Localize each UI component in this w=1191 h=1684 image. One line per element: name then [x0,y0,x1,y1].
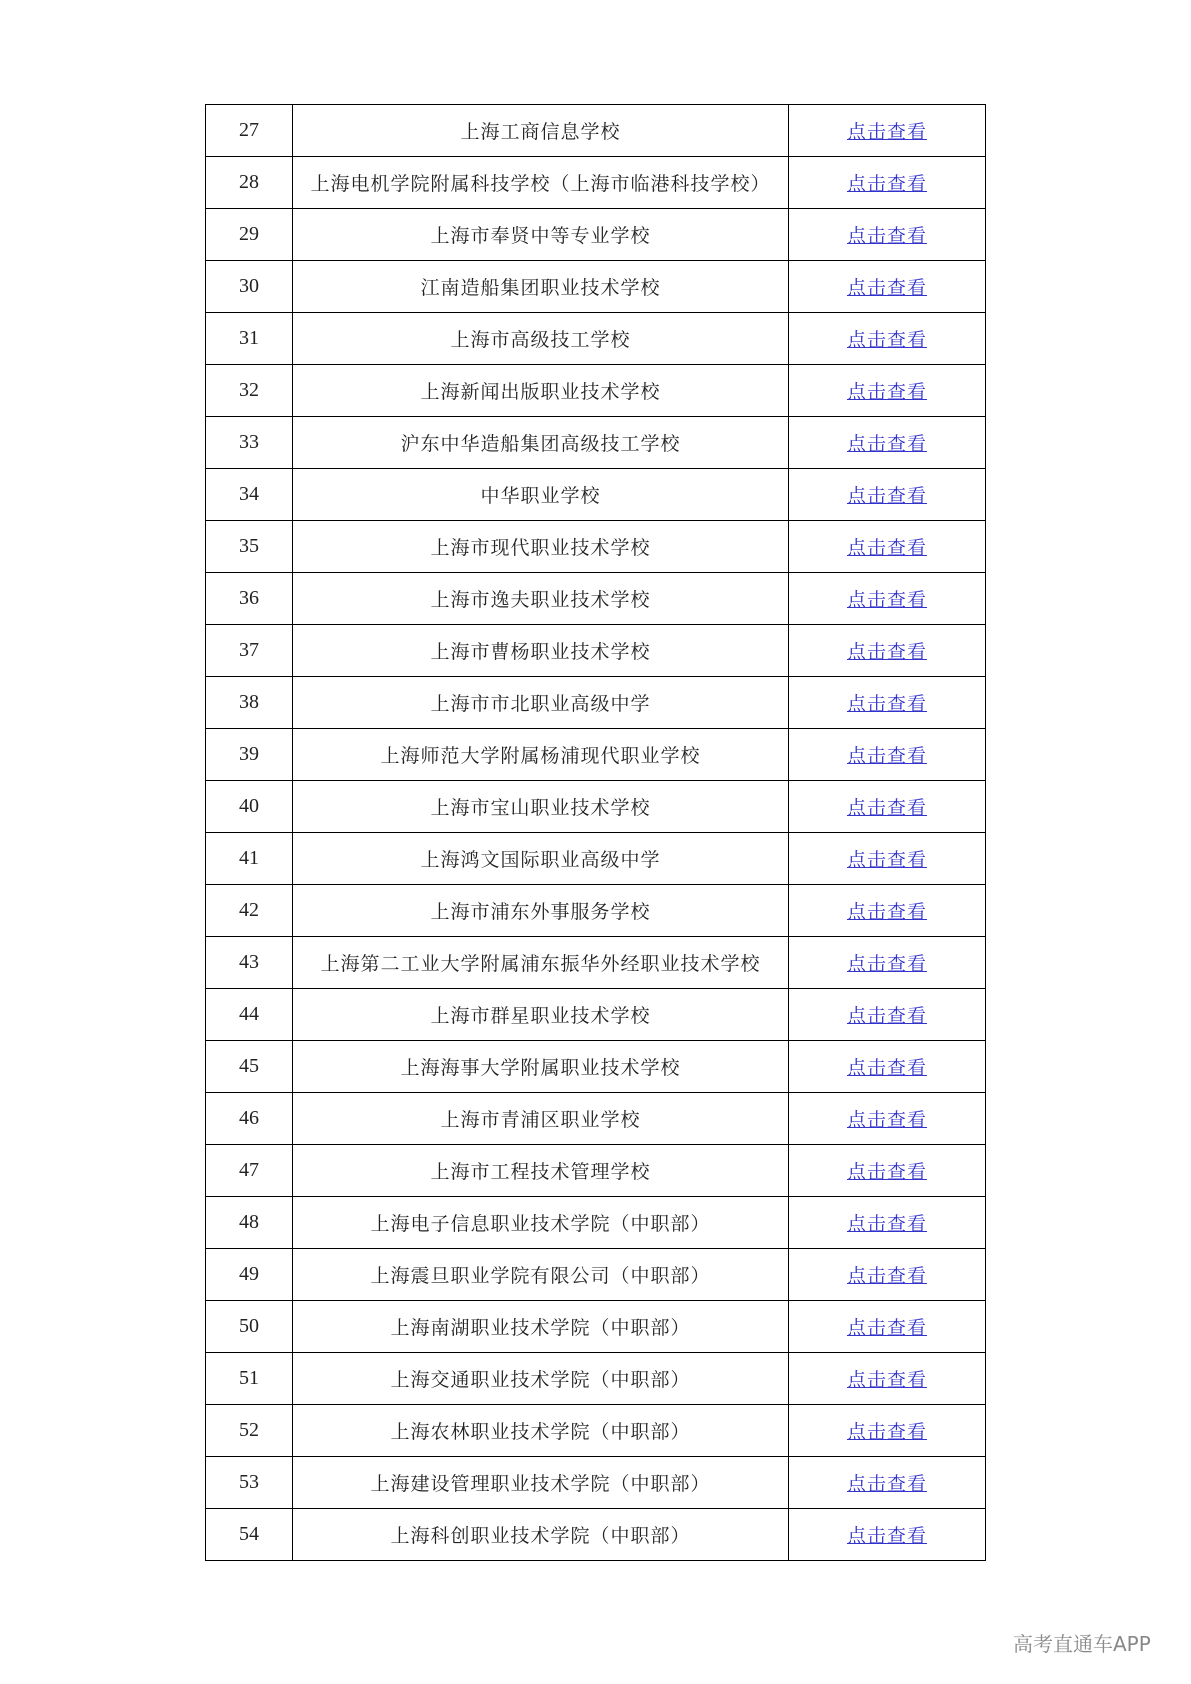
table-row [206,417,986,469]
school-name: 上海市现代职业技术学校 [293,521,789,573]
school-name: 上海市宝山职业技术学校 [293,781,789,833]
school-name: 上海电子信息职业技术学院（中职部） [293,1197,789,1249]
school-name: 上海鸿文国际职业高级中学 [293,833,789,885]
table-row [206,885,986,937]
view-link[interactable]: 点击查看 [846,1161,927,1183]
row-number: 48 [206,1197,293,1249]
row-number: 40 [206,781,293,833]
school-name: 上海第二工业大学附属浦东振华外经职业技术学校 [293,937,789,989]
table-row [206,1041,986,1093]
school-name: 上海震旦职业学院有限公司（中职部） [293,1249,789,1301]
row-number: 51 [206,1353,293,1405]
table-row [206,1301,986,1353]
school-name: 上海电机学院附属科技学校（上海市临港科技学校） [293,157,789,209]
row-number: 46 [206,1093,293,1145]
view-link[interactable]: 点击查看 [846,1369,927,1391]
school-name: 上海市高级技工学校 [293,313,789,365]
view-link[interactable]: 点击查看 [846,849,927,871]
table-row [206,573,986,625]
row-number: 47 [206,1145,293,1197]
row-number: 42 [206,885,293,937]
row-number: 38 [206,677,293,729]
school-name: 上海市曹杨职业技术学校 [293,625,789,677]
view-link[interactable]: 点击查看 [846,381,927,403]
row-number: 29 [206,209,293,261]
school-name: 中华职业学校 [293,469,789,521]
table-row [206,729,986,781]
table-row [206,1093,986,1145]
table-row [206,157,986,209]
school-name: 上海市群星职业技术学校 [293,989,789,1041]
row-number: 33 [206,417,293,469]
row-number: 52 [206,1405,293,1457]
row-number: 39 [206,729,293,781]
row-number: 44 [206,989,293,1041]
school-name: 江南造船集团职业技术学校 [293,261,789,313]
row-number: 32 [206,365,293,417]
view-link[interactable]: 点击查看 [846,485,927,507]
view-link[interactable]: 点击查看 [846,433,927,455]
view-link[interactable]: 点击查看 [846,1473,927,1495]
school-name: 上海建设管理职业技术学院（中职部） [293,1457,789,1509]
row-number: 36 [206,573,293,625]
row-number: 30 [206,261,293,313]
view-link[interactable]: 点击查看 [846,1109,927,1131]
table-row [206,261,986,313]
row-number: 50 [206,1301,293,1353]
row-number: 28 [206,157,293,209]
school-name: 上海市逸夫职业技术学校 [293,573,789,625]
view-link[interactable]: 点击查看 [846,225,927,247]
table-row [206,1509,986,1561]
table-row [206,1405,986,1457]
row-number: 53 [206,1457,293,1509]
table-row [206,677,986,729]
table-row [206,781,986,833]
view-link[interactable]: 点击查看 [846,1317,927,1339]
school-name: 上海市青浦区职业学校 [293,1093,789,1145]
view-link[interactable]: 点击查看 [846,641,927,663]
view-link[interactable]: 点击查看 [846,589,927,611]
view-link[interactable]: 点击查看 [846,537,927,559]
table-row [206,105,986,157]
view-link[interactable]: 点击查看 [846,953,927,975]
table-row [206,469,986,521]
school-name: 上海交通职业技术学院（中职部） [293,1353,789,1405]
school-name: 上海科创职业技术学院（中职部） [293,1509,789,1561]
school-name: 上海工商信息学校 [293,105,789,157]
table-row [206,833,986,885]
view-link[interactable]: 点击查看 [846,329,927,351]
school-name: 沪东中华造船集团高级技工学校 [293,417,789,469]
school-name: 上海新闻出版职业技术学校 [293,365,789,417]
view-link[interactable]: 点击查看 [846,277,927,299]
table-row [206,313,986,365]
table-row [206,1145,986,1197]
school-name: 上海南湖职业技术学院（中职部） [293,1301,789,1353]
school-name: 上海市浦东外事服务学校 [293,885,789,937]
table-row [206,521,986,573]
school-name: 上海市工程技术管理学校 [293,1145,789,1197]
view-link[interactable]: 点击查看 [846,901,927,923]
watermark: 高考直通车APP [1013,1632,1151,1656]
table-row [206,1197,986,1249]
school-name: 上海海事大学附属职业技术学校 [293,1041,789,1093]
row-number: 49 [206,1249,293,1301]
table-row [206,989,986,1041]
view-link[interactable]: 点击查看 [846,173,927,195]
school-name: 上海市奉贤中等专业学校 [293,209,789,261]
view-link[interactable]: 点击查看 [846,797,927,819]
school-name: 上海市市北职业高级中学 [293,677,789,729]
view-link[interactable]: 点击查看 [846,693,927,715]
row-number: 27 [206,105,293,157]
row-number: 54 [206,1509,293,1561]
view-link[interactable]: 点击查看 [846,1525,927,1547]
view-link[interactable]: 点击查看 [846,1421,927,1443]
row-number: 31 [206,313,293,365]
view-link[interactable]: 点击查看 [846,1213,927,1235]
table-row [206,1457,986,1509]
view-link[interactable]: 点击查看 [846,1005,927,1027]
row-number: 37 [206,625,293,677]
row-number: 34 [206,469,293,521]
row-number: 35 [206,521,293,573]
school-table [205,104,986,1561]
view-link[interactable]: 点击查看 [846,1265,927,1287]
table-row [206,1249,986,1301]
table-row [206,1353,986,1405]
table-row [206,937,986,989]
table-row [206,625,986,677]
school-name: 上海农林职业技术学院（中职部） [293,1405,789,1457]
row-number: 41 [206,833,293,885]
row-number: 43 [206,937,293,989]
view-link[interactable]: 点击查看 [846,1057,927,1079]
table-row [206,365,986,417]
school-name: 上海师范大学附属杨浦现代职业学校 [293,729,789,781]
table-row [206,209,986,261]
view-link[interactable]: 点击查看 [846,121,927,143]
view-link[interactable]: 点击查看 [846,745,927,767]
row-number: 45 [206,1041,293,1093]
